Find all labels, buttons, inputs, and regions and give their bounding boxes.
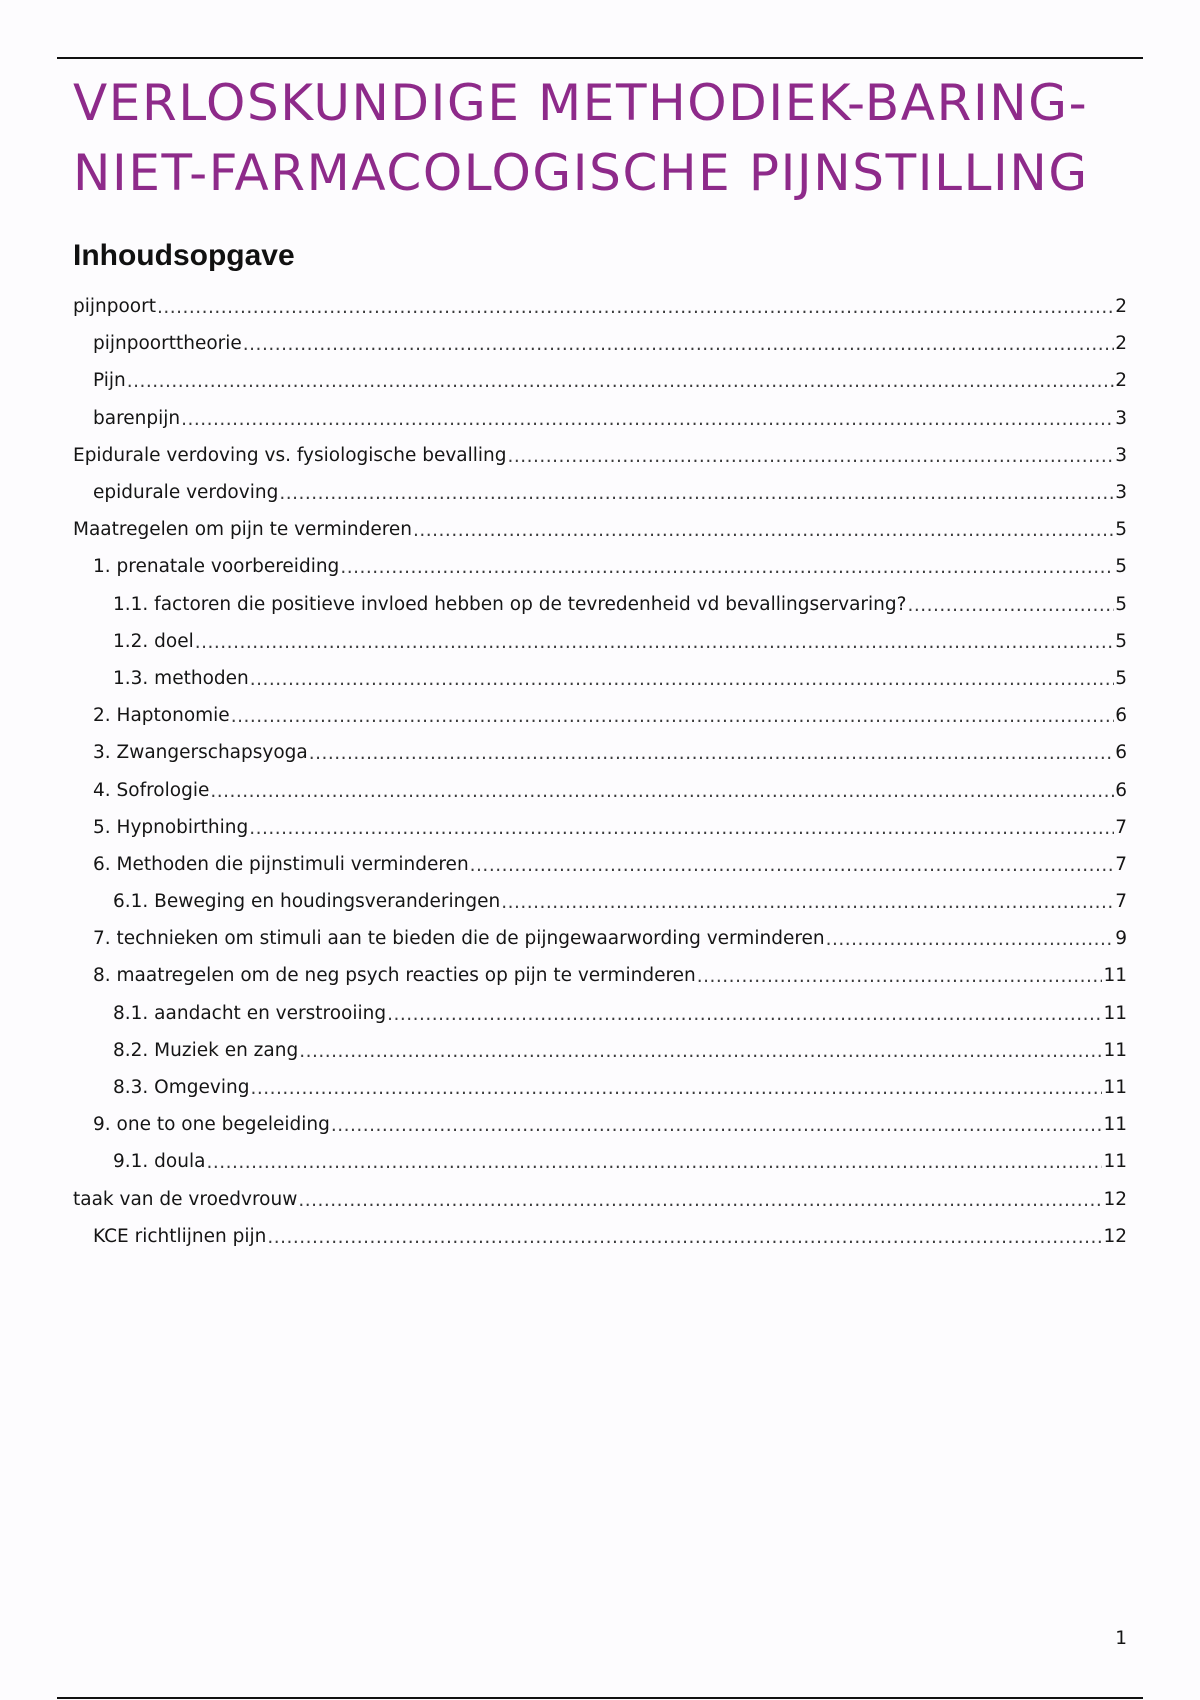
toc-dot-leader xyxy=(331,1115,1103,1136)
toc-entry-label: KCE richtlijnen pijn xyxy=(93,1225,267,1247)
toc-dot-leader xyxy=(508,446,1115,467)
toc-entry[interactable] xyxy=(0,1143,1200,1180)
toc-dot-leader xyxy=(250,1078,1102,1099)
title-line-1: VERLOSKUNDIGE METHODIEK-BARING- xyxy=(73,74,1089,132)
toc-entry-label: 6.1. Beweging en houdingsveranderingen xyxy=(113,891,501,913)
page-number: 1 xyxy=(1115,1628,1127,1649)
toc-entry[interactable] xyxy=(0,995,1200,1032)
toc-entry-page: 6 xyxy=(1115,705,1127,727)
toc-dot-leader xyxy=(299,1041,1102,1062)
toc-entry-label: barenpijn xyxy=(93,407,181,429)
toc-entry-page: 7 xyxy=(1115,816,1127,838)
table-of-contents xyxy=(0,288,1200,1255)
toc-entry[interactable] xyxy=(0,771,1200,808)
top-rule xyxy=(57,57,1143,59)
toc-entry-page: 5 xyxy=(1115,593,1127,615)
toc-dot-leader xyxy=(250,669,1114,690)
toc-entry[interactable] xyxy=(0,734,1200,771)
toc-entry-label: Epidurale verdoving vs. fysiologische bevalling xyxy=(73,444,507,466)
toc-entry-page: 3 xyxy=(1115,482,1127,504)
toc-dot-leader xyxy=(127,371,1114,392)
toc-entry-label: taak van de vroedvrouw xyxy=(73,1188,298,1210)
toc-entry-label: 1.2. doel xyxy=(113,630,194,652)
document-title xyxy=(73,68,1143,208)
toc-entry-page: 11 xyxy=(1103,1114,1127,1136)
toc-entry[interactable] xyxy=(0,288,1200,325)
toc-dot-leader xyxy=(340,557,1114,578)
toc-entry-label: 3. Zwangerschapsyoga xyxy=(93,742,308,764)
toc-entry-page: 6 xyxy=(1115,779,1127,801)
toc-entry-page: 5 xyxy=(1115,630,1127,652)
toc-entry-label: 7. technieken om stimuli aan te bieden die de pijngewaarwording verminderen xyxy=(93,928,825,950)
toc-entry[interactable] xyxy=(0,474,1200,511)
toc-dot-leader xyxy=(826,929,1115,950)
toc-entry-page: 3 xyxy=(1115,407,1127,429)
toc-entry-label: 4. Sofrologie xyxy=(93,779,210,801)
toc-entry-label: Maatregelen om pijn te verminderen xyxy=(73,519,413,541)
toc-entry[interactable] xyxy=(0,623,1200,660)
toc-dot-leader xyxy=(157,297,1114,318)
toc-dot-leader xyxy=(231,706,1115,727)
toc-entry[interactable] xyxy=(0,883,1200,920)
toc-dot-leader xyxy=(387,1004,1102,1025)
toc-dot-leader xyxy=(501,892,1114,913)
toc-entry[interactable] xyxy=(0,809,1200,846)
toc-entry[interactable] xyxy=(0,548,1200,585)
toc-entry-label: 6. Methoden die pijnstimuli verminderen xyxy=(93,853,469,875)
toc-dot-leader xyxy=(298,1190,1102,1211)
toc-entry[interactable] xyxy=(0,400,1200,437)
toc-dot-leader xyxy=(243,334,1114,355)
toc-entry-label: 9.1. doula xyxy=(113,1151,206,1173)
toc-entry-page: 12 xyxy=(1103,1225,1127,1247)
toc-entry-page: 6 xyxy=(1115,742,1127,764)
toc-entry-page: 5 xyxy=(1115,556,1127,578)
toc-entry-page: 7 xyxy=(1115,853,1127,875)
toc-entry[interactable] xyxy=(0,920,1200,957)
toc-entry[interactable] xyxy=(0,1106,1200,1143)
toc-entry-page: 2 xyxy=(1115,333,1127,355)
toc-dot-leader xyxy=(907,595,1114,616)
toc-entry-label: epidurale verdoving xyxy=(93,482,279,504)
title-line-2: NIET-FARMACOLOGISCHE PIJNSTILLING xyxy=(73,144,1089,202)
toc-dot-leader xyxy=(697,966,1103,987)
toc-entry-label: 1.3. methoden xyxy=(113,667,249,689)
toc-entry-page: 11 xyxy=(1103,965,1127,987)
toc-dot-leader xyxy=(249,818,1114,839)
toc-entry-page: 11 xyxy=(1103,1002,1127,1024)
toc-entry[interactable] xyxy=(0,846,1200,883)
toc-dot-leader xyxy=(267,1227,1102,1248)
toc-dot-leader xyxy=(210,781,1114,802)
toc-entry[interactable] xyxy=(0,1032,1200,1069)
toc-entry-label: 8.3. Omgeving xyxy=(113,1077,250,1099)
toc-entry[interactable] xyxy=(0,362,1200,399)
toc-dot-leader xyxy=(195,632,1114,653)
toc-entry-label: 1.1. factoren die positieve invloed hebben op de tevredenheid vd bevallingservaring? xyxy=(113,593,907,615)
toc-entry-label: pijnpoorttheorie xyxy=(93,333,242,355)
toc-dot-leader xyxy=(206,1152,1102,1173)
toc-entry-label: 2. Haptonomie xyxy=(93,705,230,727)
toc-entry-page: 11 xyxy=(1103,1151,1127,1173)
toc-entry-page: 5 xyxy=(1115,519,1127,541)
bottom-rule xyxy=(57,1697,1143,1699)
toc-entry-page: 3 xyxy=(1115,444,1127,466)
toc-entry-page: 7 xyxy=(1115,891,1127,913)
toc-entry-label: 9. one to one begeleiding xyxy=(93,1114,330,1136)
toc-entry-label: 8.1. aandacht en verstrooiing xyxy=(113,1002,387,1024)
toc-entry[interactable] xyxy=(0,697,1200,734)
toc-entry-page: 5 xyxy=(1115,667,1127,689)
toc-entry[interactable] xyxy=(0,1181,1200,1218)
toc-entry-label: 8.2. Muziek en zang xyxy=(113,1039,299,1061)
toc-entry[interactable] xyxy=(0,660,1200,697)
toc-entry-label: Pijn xyxy=(93,370,126,392)
toc-entry[interactable] xyxy=(0,957,1200,994)
toc-entry-page: 2 xyxy=(1115,370,1127,392)
toc-entry-page: 12 xyxy=(1103,1188,1127,1210)
toc-entry[interactable] xyxy=(0,511,1200,548)
toc-entry[interactable] xyxy=(0,586,1200,623)
toc-entry-label: 1. prenatale voorbereiding xyxy=(93,556,340,578)
toc-dot-leader xyxy=(181,409,1114,430)
toc-entry[interactable] xyxy=(0,325,1200,362)
toc-heading: Inhoudsopgave xyxy=(73,239,295,272)
toc-dot-leader xyxy=(470,855,1115,876)
toc-entry-page: 11 xyxy=(1103,1077,1127,1099)
toc-entry[interactable] xyxy=(0,1218,1200,1255)
toc-entry-page: 2 xyxy=(1115,296,1127,318)
toc-entry[interactable] xyxy=(0,1069,1200,1106)
toc-entry-label: pijnpoort xyxy=(73,296,156,318)
toc-entry-label: 8. maatregelen om de neg psych reacties op pijn te verminderen xyxy=(93,965,696,987)
toc-entry-page: 9 xyxy=(1115,928,1127,950)
toc-entry-label: 5. Hypnobirthing xyxy=(93,816,249,838)
toc-dot-leader xyxy=(413,520,1114,541)
toc-entry[interactable] xyxy=(0,437,1200,474)
toc-entry-page: 11 xyxy=(1103,1039,1127,1061)
toc-dot-leader xyxy=(279,483,1114,504)
toc-dot-leader xyxy=(309,743,1114,764)
